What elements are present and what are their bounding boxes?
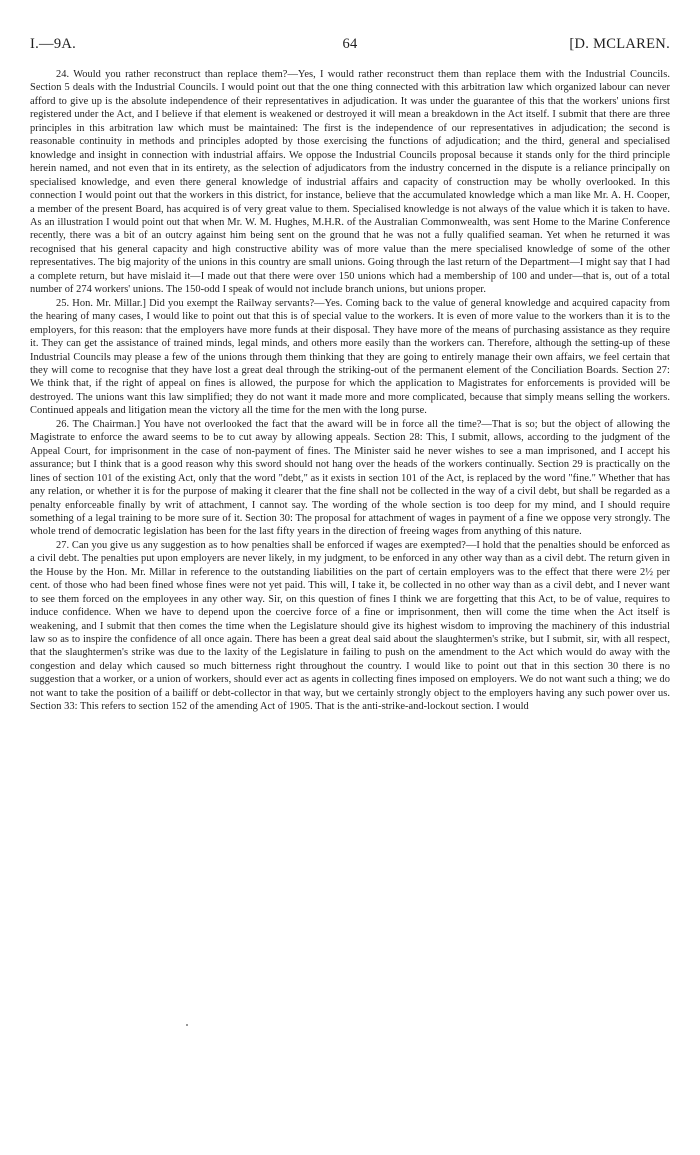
paragraph-27: 27. Can you give us any suggestion as to how penalties shall be enforced if wages are exempted?—I hold that the penalties should be enforced as a civil debt. The penalties put upon employers are never likely, in my judgment, to be enforced in any other way than as a civil debt. The return given in the House by the Hon. Mr. Millar in reference to the outstanding liabilities on the part of certain employers was to the effect that there were 2½ per cent. of those who had been fined whose fines were not yet paid. This will, I take it, be collected in no other way than as a civil debt, and I never want to see them forced on the employees in any other way. Sir, on this question of fines I think we are forgetting that this Act, to be of value, requires to induce confidence. When we have to depend upon the coercive force of a fine or imprisonment, then will come the time when the Act itself is weakening, and I submit that then comes the time when the Legislature should give its highest wisdom to improving the machinery of this industrial law so as to inspire the confidence of all once again. There has been a great deal said about the slaughtermen's strike, but I submit, sir, with all respect, that the slaughtermen's strike was due to the laxity of the Legislature in failing to push on the amendment to the Act which would do away with the congestion and delay which caused so much bitterness right throughout the country. I would like to point out that in this section 30 there is no suggestion that a worker, or a union of workers, should ever act as agents in collecting fines imposed on employers. We do not want such a thing; we do not want to take the position of a bailiff or debt-collector in that way, but we certainly strongly object to the employers having any such power over us. Section 33: This refers to section 152 of the amending Act of 1905. That is the anti-strike-and-lockout section. I would (30, 539, 670, 713)
paper-reference: I.—9A. (30, 36, 77, 52)
print-speck (186, 1024, 188, 1026)
page-body (30, 68, 670, 714)
page-header (30, 34, 670, 54)
paragraph-25: 25. Hon. Mr. Millar.] Did you exempt the Railway servants?—Yes. Coming back to the value of general knowledge and acquired capacity from the hearing of many cases, I would like to point out that this is of special value to the workers. It is even of more value to the workers than it is to the employers, for this reason: that the employers have more funds at their disposal. They have more of the means of purchasing assistance as they require it. They can get the assistance of trained minds, legal minds, and others more easily than the workers can. Therefore, although the setting-up of these Industrial Councils may please a few of the unions through them thinking that they are going to entirely manage their own affairs, we feel certain that they will come to recognise that they have lost a great deal through the striking-out of the permanent element of the Conciliation Boards. Section 27: We think that, if the right of appeal on fines is allowed, the purpose for which the application to Magistrates for enforcements is provided will be destroyed. The unions want this law simplified; they do not want it made more and more complicated, because that simply means selling the workers. Continued appeals and litigation mean the victory all the time for the men with the long purse. (30, 297, 670, 417)
paragraph-24: 24. Would you rather reconstruct than replace them?—Yes, I would rather reconstruct them than replace them with the Industrial Councils. Section 5 deals with the Industrial Councils. I would point out that the one thing connected with this arbitration law which organized labour can never afford to give up is the absolute independence of their representatives in adjudication. It was under the guarantee of this that the workers' unions first registered under the Act, and I believe if that element is weakened or destroyed it will mean a breakdown in the Act itself. I submit that there are three principles in this arbitration law which must be maintained: The first is the independence of our representatives in adjudication; the second is reasonable continuity in methods and principles adopted by those exercising the functions of adjudication; and the third, general and specialised knowledge and insight in connection with industrial affairs. We oppose the Industrial Councils proposal because it stands only for the third principle herein named, and not even that in its entirety, as the selection of adjudicators from the industry concerned in the dispute is a reliance principally on specialised knowledge, and even there general knowledge of industrial affairs and capacity of construction may be wholly overlooked. In this connection I would point out that the workers in this district, for instance, believe that the accumulated knowledge which a man like Mr. A. H. Cooper, a member of the present Board, has acquired is of very great value to them. Specialised knowledge is not always of the value which it is taken to have. As an illustration I would point out that when Mr. W. M. Hughes, M.H.R. of the Australian Commonwealth, was sent Home to the Marine Conference recently, there was a bit of an outcry against him being sent on the ground that he was not a fully qualified seaman. Yet when he returned it was recognised that his general capacity and high constructive ability was of more value than the mere specialised knowledge of some of the other representatives. The big majority of the unions in this country are small unions. Going through the last return of the Department—I might say that I had a complete return, but have mislaid it—I made out that there were over 150 unions which had a membership of 100 and under—that is, out of a total number of 274 workers' unions. The 150-odd I speak of would not include branch unions, but unions proper. (30, 69, 670, 296)
page-number: 64 (342, 36, 358, 52)
witness-name: [D. MCLAREN. (569, 36, 670, 52)
paragraph-26: 26. The Chairman.] You have not overlooked the fact that the award will be in force all the time?—That is so; but the object of allowing the Magistrate to enforce the award seems to be to cut away by allowing appeals. Section 28: This, I submit, allows, according to the judgment of the Appeal Court, for imprisonment in the case of non-payment of fines. The Minister said he never wishes to see a man imprisoned, and I accept his assurance; but I think that is a good reason why this sword should not hang over the heads of the workers continually. Section 29 is practically on the lines of section 101 of the existing Act, only that the word "debt," as it exists in section 101 of the Act, is replaced by the word "fine." Whether that has any relation, or whether it is for the purpose of making it clearer that the fine shall not be collected in the way of a civil debt, but shall be regarded as a penalty enforceable finally by writ of attachment, I cannot say. The wording of the whole section is too deep for my mind, and I should require something of a legal training to be more sure of it. Section 30: The proposal for attachment of wages in payment of a fine we oppose very strongly. The whole trend of democratic legislation has been for the last fifty years in the direction of freeing wages from anything of this nature. (30, 418, 670, 538)
